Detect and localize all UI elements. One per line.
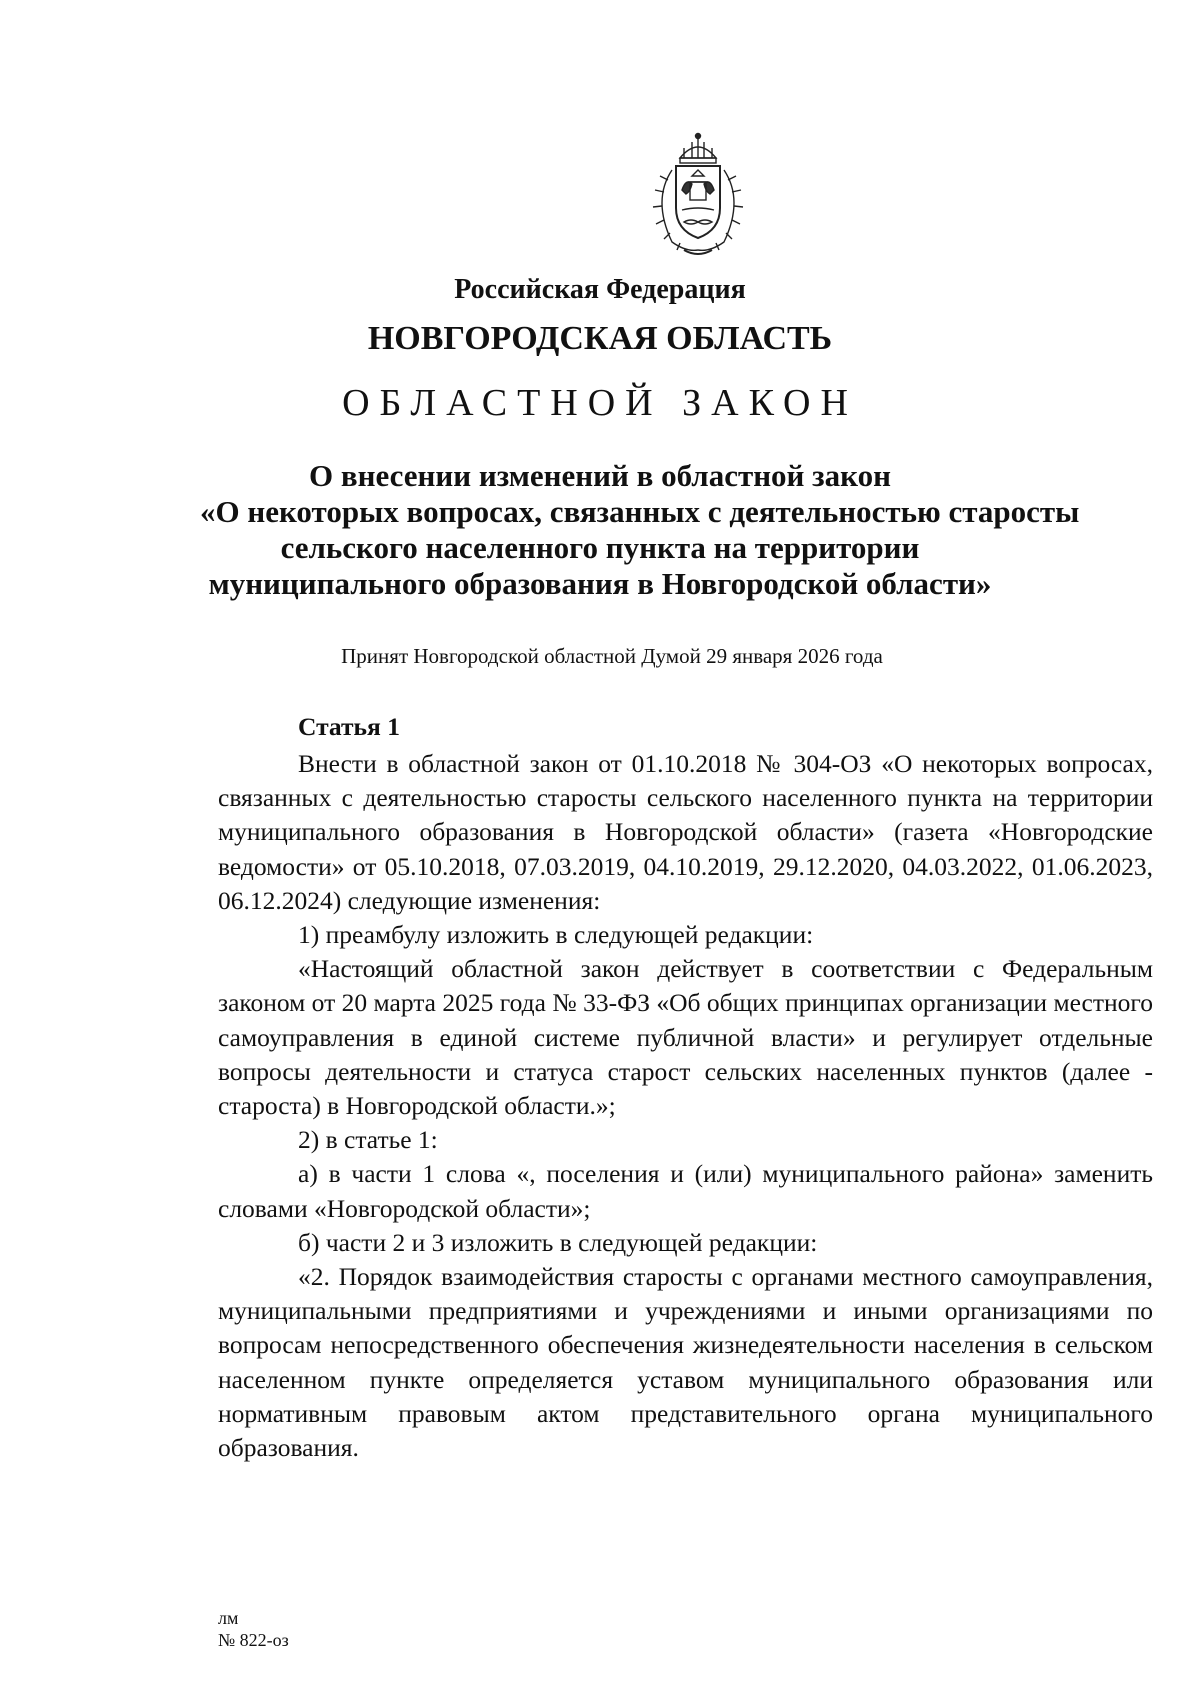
article-paragraph: 1) преамбулу изложить в следующей редакции: — [298, 920, 814, 950]
document-footer — [218, 1607, 289, 1651]
novgorod-coat-of-arms-icon — [628, 130, 768, 260]
law-number: № 822-оз — [218, 1630, 289, 1650]
adoption-note: Принят Новгородской областной Думой 29 января 2026 года — [341, 644, 883, 668]
article-paragraph: б) части 2 и 3 изложить в следующей редакции: — [298, 1227, 818, 1257]
article-paragraph: 2) в статье 1: — [298, 1125, 438, 1155]
document-type: ОБЛАСТНОЙ ЗАКОН — [342, 382, 858, 424]
article-heading: Статья 1 — [298, 712, 400, 741]
article-paragraph: а) в части 1 слова «, поселения и (или) муниципального района» заменить словами «Новгородской области»; — [218, 1159, 1153, 1223]
article-paragraph: «2. Порядок взаимодействия старосты с органами местного самоуправления, муниципальными предприятиями и учреждениями и иными организациями по вопросам непосредственного обеспечения жизнедеятельности населения в сельском населенном пункте определяется уставом муниципального образования или нормативным правовым актом представительного органа муниципального образования. — [218, 1262, 1153, 1463]
article-body — [218, 711, 1153, 1465]
article-paragraph: Внести в областной закон от 01.10.2018 № 304-ОЗ «О некоторых вопросах, связанных с деятельностью старосты сельского населенного пункта на территории муниципального образования в Новгородской области» (газета «Новгородские ведомости» от 05.10.2018, 07.03.2019, 04.10.2019, 29.12.2020, 04.03.2022, 01.06.2023, 06.12.2024) следующие изменения: — [218, 749, 1153, 915]
region-name: НОВГОРОДСКАЯ ОБЛАСТЬ — [367, 320, 833, 357]
article-paragraph: «Настоящий областной закон действует в соответствии с Федеральным законом от 20 марта 2025 года № 33-ФЗ «Об общих принципах организации местного самоуправления в единой системе публичной власти» и регулирует отдельные вопросы деятельности и статуса старост сельских населенных пунктов (далее - староста) в Новгородской области.»; — [218, 954, 1153, 1121]
footer-mark: лм — [218, 1608, 239, 1628]
country-name: Российская Федерация — [454, 274, 746, 305]
law-title — [200, 458, 1080, 602]
law-title-line: «О некоторых вопросах, связанных с деятельностью старосты — [200, 494, 1080, 529]
law-title-line: сельского населенного пункта на территории — [280, 530, 920, 565]
law-title-line: муниципального образования в Новгородской области» — [208, 566, 992, 601]
law-title-line: О внесении изменений в областной закон — [309, 458, 891, 493]
